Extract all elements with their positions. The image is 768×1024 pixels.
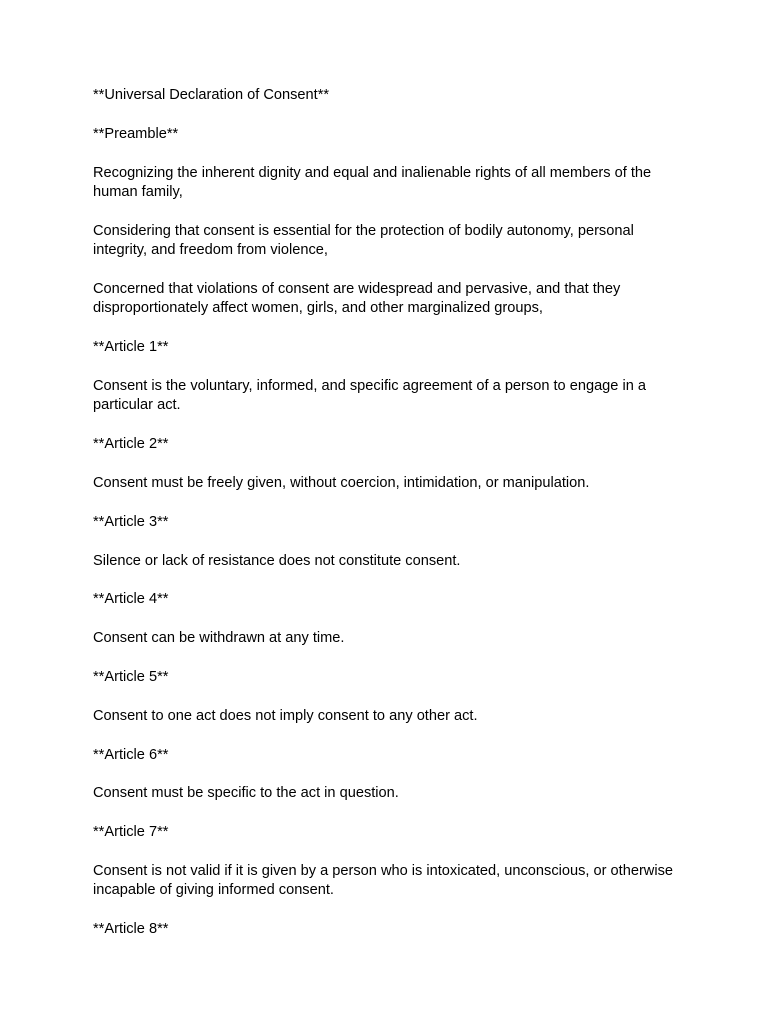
preamble-paragraph: Recognizing the inherent dignity and equal and inalienable rights of all members of the human family, — [93, 164, 652, 200]
article-heading: **Article 3** — [93, 513, 169, 530]
preamble-heading: **Preamble** — [93, 125, 179, 142]
article-heading: **Article 1** — [93, 339, 169, 356]
document-title: **Universal Declaration of Consent** — [93, 87, 330, 103]
article-heading: **Article 6** — [93, 746, 169, 763]
preamble-paragraph: Concerned that violations of consent are widespread and pervasive, and that they disproportionately affect women, girls, and other marginalized groups, — [93, 281, 621, 317]
article-text: Consent must be freely given, without coercion, intimidation, or manipulation. — [93, 475, 590, 491]
article-text: Consent must be specific to the act in question. — [93, 785, 399, 802]
article-text: Consent can be withdrawn at any time. — [93, 630, 345, 647]
article-text: Consent is the voluntary, informed, and specific agreement of a person to engage in a particular act. — [93, 378, 647, 414]
article-heading: **Article 8** — [93, 921, 169, 938]
document-body — [93, 86, 678, 959]
article-text: Consent is not valid if it is given by a person who is intoxicated, unconscious, or otherwise incapable of giving informed consent. — [93, 862, 673, 899]
article-heading: **Article 4** — [93, 591, 169, 608]
article-text: Consent to one act does not imply consent to any other act. — [93, 707, 478, 724]
preamble-paragraph: Considering that consent is essential for the protection of bodily autonomy, personal integrity, and freedom from violence, — [93, 222, 634, 259]
article-heading: **Article 7** — [93, 824, 169, 841]
article-text: Silence or lack of resistance does not constitute consent. — [93, 552, 461, 569]
article-heading: **Article 2** — [93, 436, 169, 453]
article-heading: **Article 5** — [93, 668, 169, 685]
